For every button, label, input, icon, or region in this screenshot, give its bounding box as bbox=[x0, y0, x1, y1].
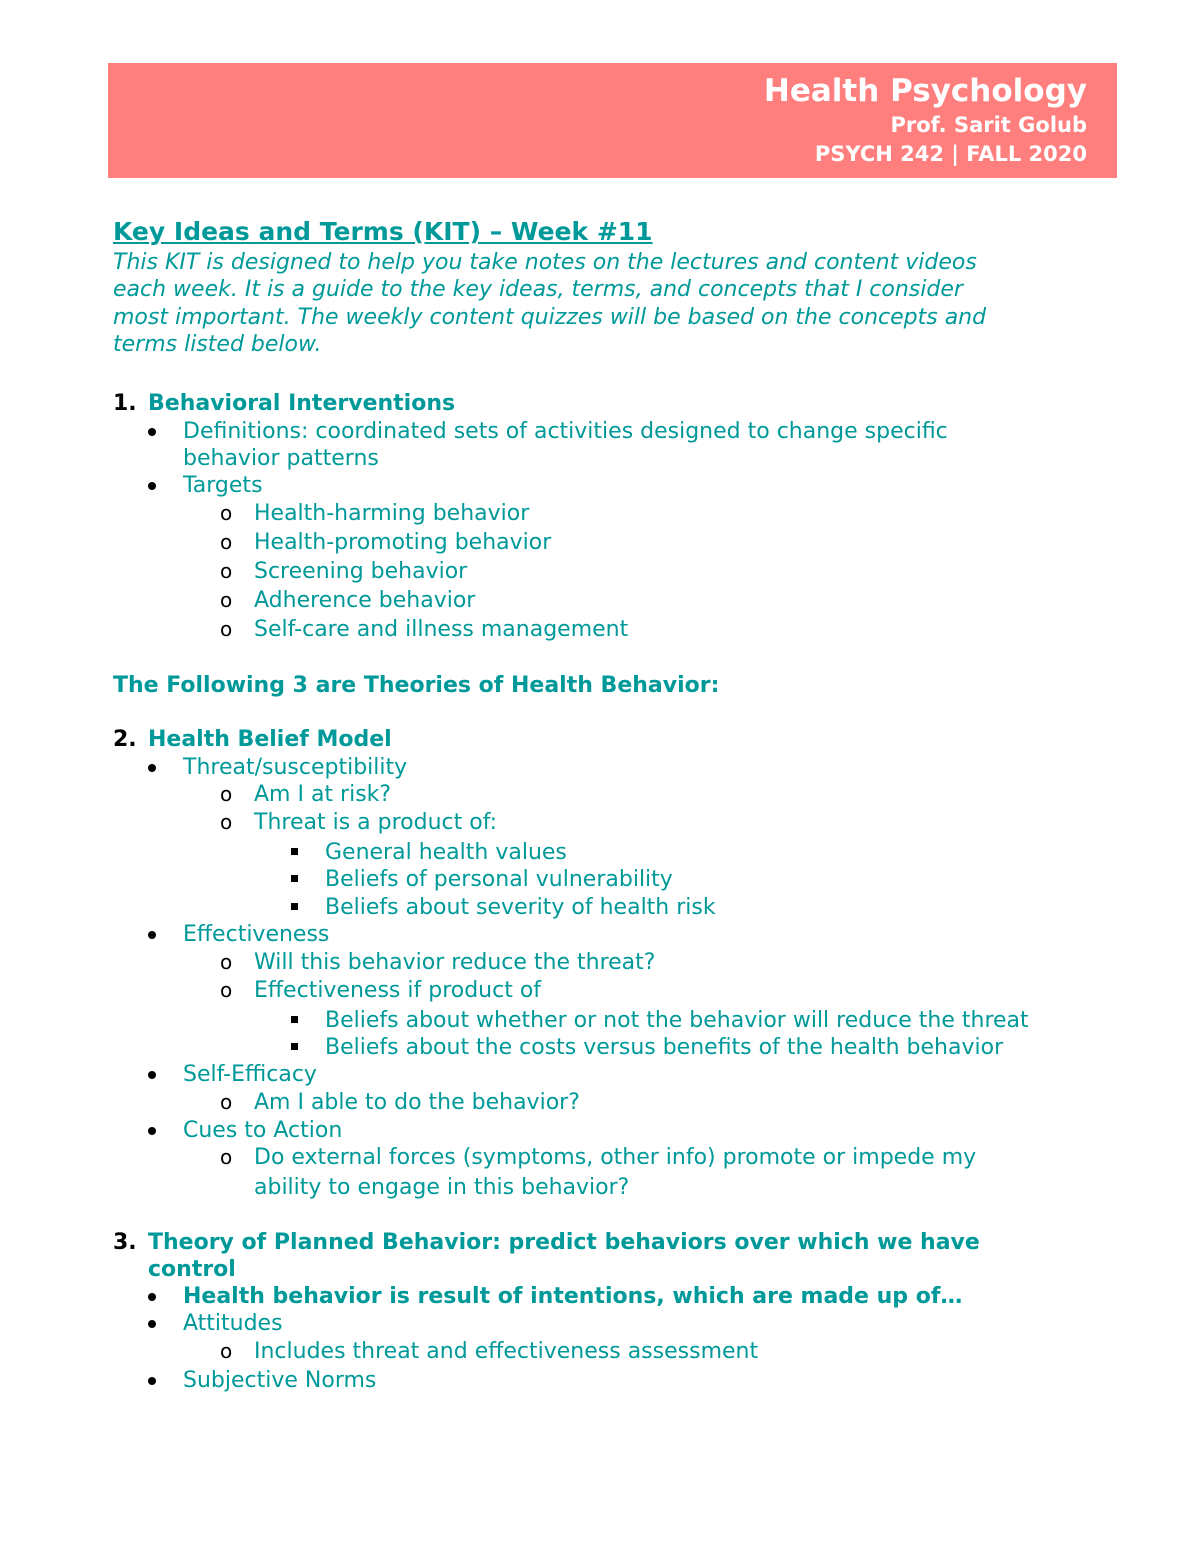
circle-bullet-icon: o bbox=[220, 978, 233, 1002]
target-item: Health-harming behavior bbox=[254, 501, 530, 526]
bullet-icon bbox=[148, 1127, 156, 1135]
circle-bullet-icon: o bbox=[220, 1090, 233, 1114]
square-bullet-icon bbox=[291, 903, 298, 910]
threat-item: General health values bbox=[325, 840, 567, 865]
circle-bullet-icon: o bbox=[220, 530, 233, 554]
section-1-number: 1. bbox=[113, 391, 137, 416]
circle-bullet-icon: o bbox=[220, 501, 233, 525]
bullet-icon bbox=[148, 1293, 156, 1301]
effectiveness-product: Effectiveness if product of bbox=[254, 978, 542, 1003]
targets-label: Targets bbox=[183, 473, 263, 498]
bullet-icon bbox=[148, 482, 156, 490]
norms-label: Subjective Norms bbox=[183, 1368, 377, 1393]
circle-bullet-icon: o bbox=[220, 950, 233, 974]
effectiveness-item: Beliefs about whether or not the behavior will reduce the threat bbox=[325, 1008, 1029, 1033]
threat-question: Am I at risk? bbox=[254, 782, 392, 807]
target-item: Screening behavior bbox=[254, 559, 468, 584]
section-3-title-line-2: control bbox=[148, 1257, 236, 1282]
cues-line-1: Do external forces (symptoms, other info) promote or impede my bbox=[254, 1145, 977, 1170]
threat-label: Threat/susceptibility bbox=[183, 755, 408, 780]
section-3-number: 3. bbox=[113, 1230, 137, 1255]
header-banner bbox=[108, 63, 1117, 178]
intro-line-1: This KIT is designed to help you take notes on the lectures and content videos bbox=[113, 250, 977, 275]
bullet-icon bbox=[148, 1320, 156, 1328]
course-code: PSYCH 242 | FALL 2020 bbox=[814, 142, 1087, 166]
threat-product: Threat is a product of: bbox=[254, 810, 498, 835]
effectiveness-label: Effectiveness bbox=[183, 922, 330, 947]
bullet-icon bbox=[148, 1071, 156, 1079]
circle-bullet-icon: o bbox=[220, 810, 233, 834]
definition-line-1: Definitions: coordinated sets of activities designed to change specific bbox=[183, 419, 948, 444]
professor-name: Prof. Sarit Golub bbox=[890, 113, 1087, 137]
circle-bullet-icon: o bbox=[220, 1145, 233, 1169]
effectiveness-item: Beliefs about the costs versus benefits of the health behavior bbox=[325, 1035, 1004, 1060]
theories-heading: The Following 3 are Theories of Health Behavior: bbox=[113, 673, 720, 698]
section-3-title-line-1: Theory of Planned Behavior: predict behaviors over which we have bbox=[148, 1230, 980, 1255]
intentions-text: Health behavior is result of intentions, which are made up of… bbox=[183, 1284, 963, 1309]
square-bullet-icon bbox=[291, 1016, 298, 1023]
attitudes-item: Includes threat and effectiveness assessment bbox=[254, 1339, 759, 1364]
intro-line-2: each week. It is a guide to the key ideas, terms, and concepts that I consider bbox=[113, 277, 963, 302]
target-item: Adherence behavior bbox=[254, 588, 476, 613]
circle-bullet-icon: o bbox=[220, 617, 233, 641]
self-efficacy-question: Am I able to do the behavior? bbox=[254, 1090, 580, 1115]
intro-line-3: most important. The weekly content quizzes will be based on the concepts and bbox=[113, 305, 987, 330]
bullet-icon bbox=[148, 1377, 156, 1385]
threat-item: Beliefs of personal vulnerability bbox=[325, 867, 673, 892]
course-title: Health Psychology bbox=[763, 73, 1087, 109]
section-2-title: Health Belief Model bbox=[148, 727, 392, 752]
definition-line-2: behavior patterns bbox=[183, 446, 379, 471]
kit-heading: Key Ideas and Terms (KIT) – Week #11 bbox=[113, 217, 653, 246]
bullet-icon bbox=[148, 428, 156, 436]
self-efficacy-label: Self-Efficacy bbox=[183, 1062, 317, 1087]
cues-line-2: ability to engage in this behavior? bbox=[254, 1175, 630, 1200]
effectiveness-question: Will this behavior reduce the threat? bbox=[254, 950, 656, 975]
circle-bullet-icon: o bbox=[220, 1339, 233, 1363]
cues-label: Cues to Action bbox=[183, 1118, 343, 1143]
bullet-icon bbox=[148, 931, 156, 939]
target-item: Self-care and illness management bbox=[254, 617, 629, 642]
square-bullet-icon bbox=[291, 1043, 298, 1050]
threat-item: Beliefs about severity of health risk bbox=[325, 895, 716, 920]
section-2-number: 2. bbox=[113, 727, 137, 752]
square-bullet-icon bbox=[291, 875, 298, 882]
circle-bullet-icon: o bbox=[220, 782, 233, 806]
square-bullet-icon bbox=[291, 848, 298, 855]
bullet-icon bbox=[148, 764, 156, 772]
circle-bullet-icon: o bbox=[220, 588, 233, 612]
attitudes-label: Attitudes bbox=[183, 1311, 283, 1336]
section-1-title: Behavioral Interventions bbox=[148, 391, 456, 416]
intro-line-4: terms listed below. bbox=[113, 332, 322, 357]
circle-bullet-icon: o bbox=[220, 559, 233, 583]
target-item: Health-promoting behavior bbox=[254, 530, 552, 555]
